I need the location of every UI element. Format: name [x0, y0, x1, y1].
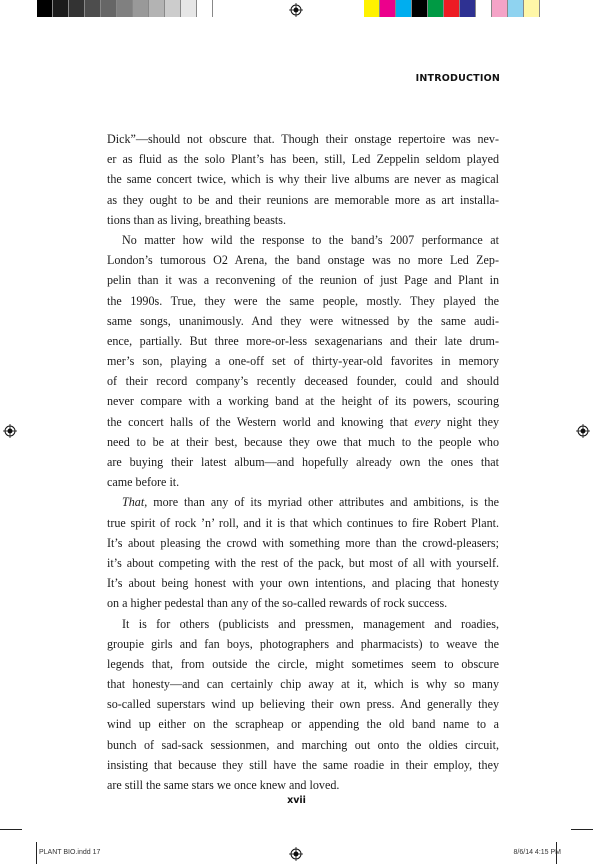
crop-mark-bottom-left-vertical	[36, 842, 37, 864]
body-text	[107, 129, 499, 795]
paragraph	[107, 129, 499, 230]
paragraph	[107, 614, 499, 796]
color-swatch	[492, 0, 508, 17]
grayscale-color-bar	[37, 0, 213, 17]
text-line: groupie girls and fan boys, photographers and pharmacists) to weave the	[107, 636, 499, 651]
text-line: came before it.	[107, 475, 180, 490]
registration-mark-bottom-icon	[289, 847, 303, 861]
color-swatch	[476, 0, 492, 17]
text-line: pelin than it was a reconvening of the reunion of just Page and Plant in	[107, 273, 499, 288]
gray-swatch	[85, 0, 101, 17]
text-line: That, more than any of its myriad other attributes and ambitions, is the	[122, 495, 499, 510]
text-line: ence, partially. But three more-or-less sexagenarians and their late drum-	[107, 333, 499, 348]
text-line: the same concert twice, which is why their live albums are never as magical	[107, 172, 499, 187]
running-head: INTRODUCTION	[415, 73, 500, 84]
text-line: same songs, unanimously. And they were witnessed by the same audi-	[107, 313, 499, 328]
text-line: need to be at their best, because they owe that much to the people who	[107, 434, 499, 449]
registration-mark-left-icon	[3, 424, 17, 438]
text-line: It is for others (publicists and pressmen, management and roadies,	[122, 616, 499, 631]
registration-mark-right-icon	[576, 424, 590, 438]
text-line: legends that, from outside the circle, might sometimes seem to obscure	[107, 656, 499, 671]
slug-file-info: PLANT BIO.indd 17	[39, 849, 101, 856]
page-number: xvii	[287, 795, 306, 806]
gray-swatch	[133, 0, 149, 17]
text-line: Dick”—should not obscure that. Though their onstage repertoire was nev-	[107, 132, 499, 146]
text-line: insisting that because they still have the same roadie in their employ, they	[107, 757, 499, 772]
color-swatch	[396, 0, 412, 17]
text-line: that honesty—and can certainly chip away at it, which is why so many	[107, 677, 499, 692]
text-line: the 1990s. True, they were the same people, mostly. They played the	[107, 293, 499, 308]
gray-swatch	[165, 0, 181, 17]
gray-swatch	[181, 0, 197, 17]
gray-swatch	[117, 0, 133, 17]
text-line: wind up either on the scrapheap or appending the old band name to a	[107, 717, 499, 732]
text-line: true spirit of rock ’n’ roll, and it is that which continues to fire Robert Plant.	[107, 515, 499, 530]
text-line: of their record company’s recently deceased founder, could and should	[107, 374, 499, 389]
registration-mark-top-icon	[289, 3, 303, 17]
text-line: the concert halls of the Western world and knowing that every night they	[107, 414, 500, 429]
text-line: er as fluid as the solo Plant’s has been, still, Led Zeppelin seldom played	[107, 152, 499, 167]
process-color-bar	[364, 0, 540, 17]
text-line: it’s about competing with the rest of the pack, but most of all with yourself.	[107, 555, 499, 570]
text-line: mer’s son, playing a one-off set of thirty-year-old favorites in memory	[107, 354, 499, 369]
gray-swatch	[197, 0, 213, 17]
text-line: are still the same stars we once knew and loved.	[107, 778, 340, 792]
gray-swatch	[53, 0, 69, 17]
color-swatch	[428, 0, 444, 17]
color-swatch	[444, 0, 460, 17]
text-line: tions than as living, breathing beasts.	[107, 212, 287, 227]
color-swatch	[380, 0, 396, 17]
text-line: It’s about being honest with your own intentions, and placing that honesty	[107, 576, 499, 591]
text-line: so-called superstars wind up believing their own press. And generally they	[107, 697, 499, 712]
color-swatch	[508, 0, 524, 17]
gray-swatch	[37, 0, 53, 17]
text-line: No matter how wild the response to the band’s 2007 performance at	[122, 232, 499, 247]
text-line: London’s tumorous O2 Arena, the band onstage was no more Led Zep-	[107, 253, 499, 268]
text-line: bunch of sad-sack sessionmen, and marching out onto the oldies circuit,	[107, 737, 499, 752]
text-line: on a higher pedestal than any of the so-called rewards of rock success.	[107, 596, 448, 611]
color-swatch	[524, 0, 540, 17]
color-swatch	[364, 0, 380, 17]
gray-swatch	[69, 0, 85, 17]
slug-timestamp: 8/6/14 4:15 PM	[513, 849, 561, 856]
text-line: It’s about pleasing the crowd with something more than the crowd-pleasers;	[107, 535, 499, 550]
crop-mark-bottom-right	[571, 829, 593, 830]
text-line: as they ought to be and their reunions are memorable more as art installa-	[107, 192, 499, 207]
color-swatch	[412, 0, 428, 17]
text-line: never compare with a working band at the height of its powers, scouring	[107, 394, 499, 409]
text-line: are buying their latest album—and hopefully already own the ones that	[107, 455, 499, 469]
crop-mark-bottom-left	[0, 829, 22, 830]
paragraph	[107, 230, 499, 492]
color-swatch	[460, 0, 476, 17]
gray-swatch	[101, 0, 117, 17]
gray-swatch	[149, 0, 165, 17]
paragraph	[107, 492, 499, 613]
